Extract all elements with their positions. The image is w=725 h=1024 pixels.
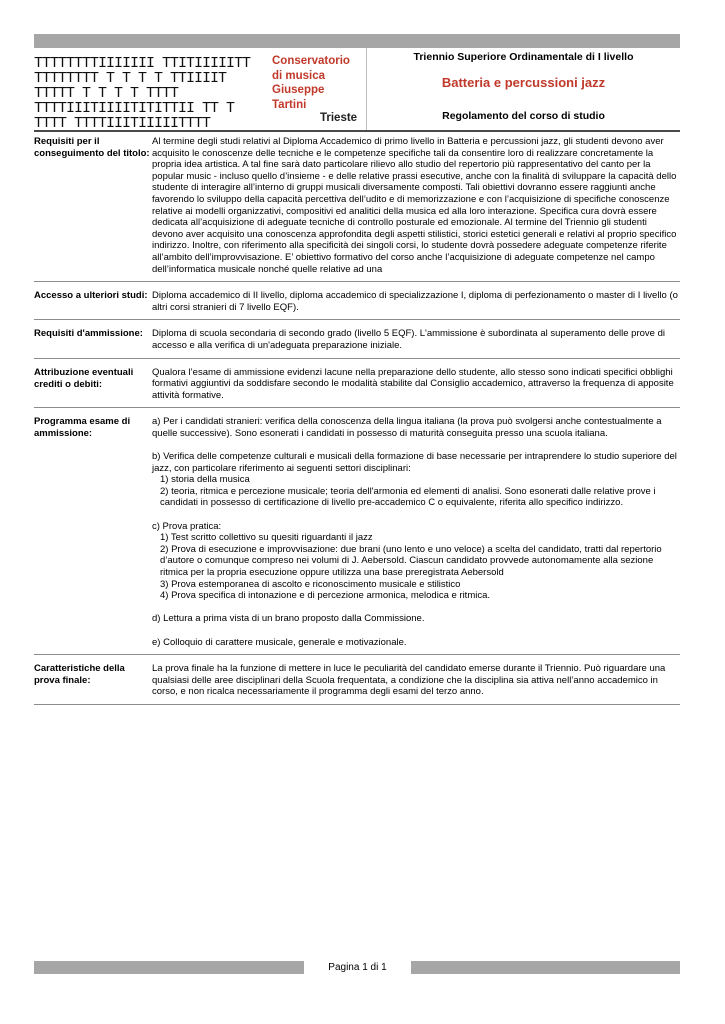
row-label: Caratteristiche della prova finale: xyxy=(34,663,125,687)
course-level: Triennio Superiore Ordinamentale di I livello xyxy=(413,51,634,63)
paragraph: b) Verifica delle competenze culturali e musicali della formazione di base necessarie per intraprendere lo studio superiore del jazz, con particolare riferimento ai seguenti settori disciplinari: xyxy=(152,451,677,474)
paragraph: 2) teoria, ritmica e percezione musicale; teoria dell'armonia ed elementi di analisi. Sono esonerati dalle relative prove i candidati in possesso di certificazione di livello pre-accademico C o equivalente, riferita allo specifico indirizzo. xyxy=(160,485,656,509)
row-label: Accesso a ulteriori studi: xyxy=(34,290,148,302)
row-text xyxy=(152,663,680,698)
logo-line: Tartini xyxy=(272,98,307,111)
paragraph: Diploma accademico di II livello, diploma accademico di specializzazione I, diploma di perfezionamento o master di I livello (o altri corsi stranieri di 7 livello EQF). xyxy=(152,290,678,313)
header-info xyxy=(367,48,680,130)
row-text xyxy=(152,367,680,402)
logo-line: Giuseppe xyxy=(272,84,325,96)
paragraph: 4) Prova specifica di intonazione e di percezione armonica, melodica e ritmica. xyxy=(160,590,491,602)
logo-pattern: ΤΤΤΤΤΤΤΤΙΙΙΙΙΙΙ ΤΤΙΤΙΙΙΙΙΤΤ ΤΤΤΤΤΤΤΤ Τ Τ Τ Τ ΤΤΙΙΙΙΤ ΤΤΤΤΤ Τ Τ Τ Τ ΤΤΤΤ ΤΤΤΤΙΙΙΤΙΙΙΙΤΙΤΙΤΤΙΙ ΤΤ Τ ΤΤΤΤ ΤΤΤΤΙΙΙΤΙΙΙΙΙΤΤΤΤ xyxy=(34,56,251,130)
top-bar xyxy=(34,34,680,48)
course-title: Batteria e percussioni jazz xyxy=(441,75,606,90)
table-row xyxy=(34,325,680,358)
table-row xyxy=(34,287,680,320)
logo-city: Trieste xyxy=(320,112,358,124)
paragraph: d) Lettura a prima vista di un brano proposto dalla Commissione. xyxy=(152,613,425,625)
table-row xyxy=(34,133,680,282)
paragraph: Diploma di scuola secondaria di secondo grado (livello 5 EQF). L'ammissione è subordinata al superamento delle prove di accesso e alla verifica di un'adeguata preparazione iniziale. xyxy=(152,328,665,351)
row-text xyxy=(152,136,680,275)
row-label: Attribuzione eventuali crediti o debiti: xyxy=(34,366,134,390)
paragraph: e) Colloquio di carattere musicale, generale e motivazionale. xyxy=(152,636,407,648)
row-text xyxy=(152,290,680,313)
paragraph: a) Per i candidati stranieri: verifica della conoscenza della lingua italiana (la prova può svolgersi anche contestualmente a quelle successive). Sono esonerati i candidati in possesso di maturità conseguita presso una scuola italiana. xyxy=(152,416,662,439)
row-text xyxy=(152,416,680,648)
document-header xyxy=(34,48,680,132)
footer-bar-left xyxy=(34,961,304,974)
paragraph: Qualora l’esame di ammissione evidenzi lacune nella preparazione dello studente, allo stesso sono indicati specifici obblighi formativi aggiuntivi da soddisfare secondo le modalità stabilite dal Consiglio accademico, attraverso la frequenza di apposite attività formative. xyxy=(152,366,674,401)
row-text xyxy=(152,328,680,351)
logo-line: Conservatorio xyxy=(272,55,350,67)
paragraph-gap xyxy=(152,602,680,614)
paragraph-gap xyxy=(152,625,680,637)
logo-name xyxy=(272,54,372,112)
paragraph-gap xyxy=(152,439,680,451)
table-row xyxy=(34,413,680,655)
paragraph: Al termine degli studi relativi al Diploma Accademico di primo livello in Batteria e percussioni jazz, gli studenti devono aver acquisito le conoscenze delle tecniche e le competenze specifiche tali da consentire loro di realizzare concretamente la propria idea artistica. A tal fine sarà dato particolare rilievo allo studio del repertorio più rappresentativo del canto per la popular music - incluso quello d’insieme - e delle relative prassi esecutive, anche con la finalità di sviluppare la capacità dello studente di interagire all’interno di gruppi musicali diversamente composti. Tali obiettivi dovranno essere raggiunti anche favorendo lo sviluppo della capacità percettiva dell’udito e di memorizzazione e con l’acquisizione di specifiche conoscenze relative ai modelli organizzativi, compositivi ed analitici della musica ed alla loro interazione. Specifica cura dovrà essere dedicata all’acquisizione di adeguate tecniche di controllo posturale ed emozionale. Al termine del Triennio gli studenti devono aver acquisito una conoscenza approfondita degli aspetti stilistici, storici estetici generali e relativi al proprio specifico indirizzo. Inoltre, con riferimento alla specificità dei singoli corsi, lo studente dovrà possedere adeguate competenze riferite all’ambito dell’improvvisazione. E’ obiettivo formativo del corso anche l’acquisizione di adeguate competenze nel campo dell’informatica musicale nonché quelle relative ad una xyxy=(152,136,677,275)
paragraph: La prova finale ha la funzione di mettere in luce le peculiarità del candidato emerse durante il Triennio. Può riguardare una qualsiasi delle aree disciplinari della Scuola frequentata, a condizione che la disciplina sia attiva nell’anno accademico in corso, e non ricalca necessariamente il programma degli esami del terzo anno. xyxy=(152,663,666,698)
document-subtitle: Regolamento del corso di studio xyxy=(442,110,605,122)
paragraph-gap xyxy=(152,509,680,521)
page-number: Pagina 1 di 1 xyxy=(328,962,387,973)
paragraph: 1) storia della musica xyxy=(160,474,250,486)
paragraph: 2) Prova di esecuzione e improvvisazione: due brani (uno lento e uno veloce) a scelta del candidato, tratti dal repertorio d’autore o comunque compreso nei volumi di J. Aebersold. Ciascun candidato provvede autonomamente alla sezione ritmica per la propria esecuzione oppure utilizza una base preregistrata Aebersold xyxy=(160,543,662,578)
paragraph: c) Prova pratica: xyxy=(152,520,222,532)
table-row xyxy=(34,660,680,705)
table-row xyxy=(34,364,680,409)
paragraph: 3) Prova estemporanea di ascolto e riconoscimento musicale e stilistico xyxy=(160,578,461,590)
row-label: Programma esame di ammissione: xyxy=(34,416,131,440)
row-label: Requisiti per il conseguimento del titolo: xyxy=(34,136,150,159)
regulation-table xyxy=(34,133,680,710)
footer-bar-right xyxy=(411,961,680,974)
row-label: Requisiti d'ammissione: xyxy=(34,328,143,340)
logo-line: di musica xyxy=(272,69,326,82)
paragraph: 1) Test scritto collettivo su quesiti riguardanti il jazz xyxy=(160,532,373,544)
